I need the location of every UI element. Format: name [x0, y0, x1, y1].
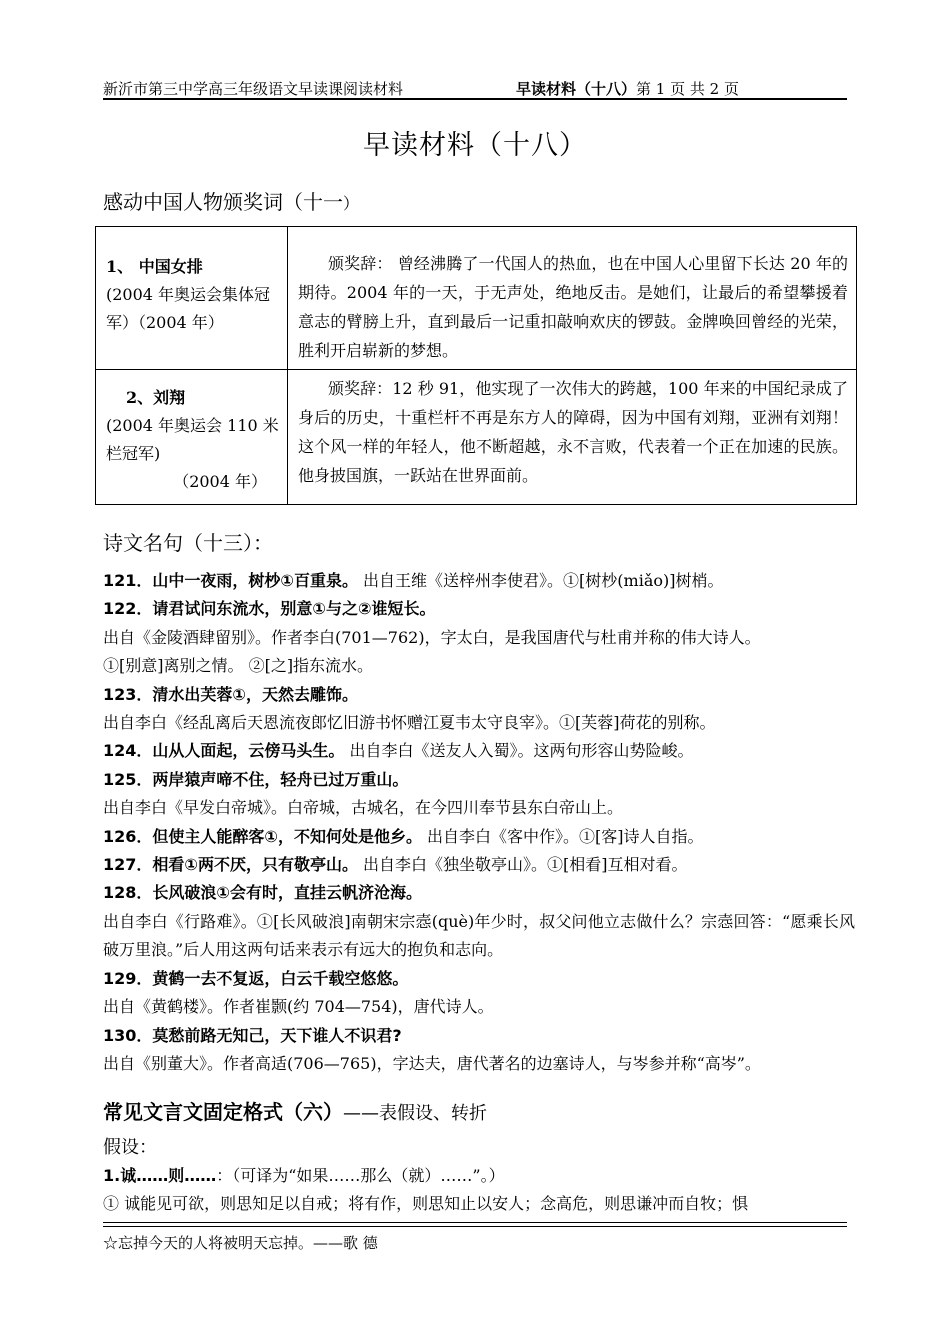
- award-citation-body: [298, 374, 848, 490]
- quote-entry: [103, 624, 855, 652]
- quote-entry: [103, 567, 855, 595]
- section-format-subheading: ——表假设、转折: [343, 1103, 487, 1124]
- format-example: ① 诚能见可欲，则思知足以自戒；将有作，则思知止以安人；念高危，则思谦冲而自牧；惧: [103, 1194, 749, 1213]
- award-citation: [288, 227, 857, 370]
- page-header: [103, 76, 847, 100]
- quote-note: 出自李白《经乱离后天恩流夜郎忆旧游书怀赠江夏韦太守良宰》。①[芙蓉]荷花的别称。: [103, 713, 716, 733]
- quote-entry: [103, 1050, 855, 1078]
- quote-note: 出自王维《送梓州李使君》。①[树杪(miǎo)]树梢。: [357, 571, 724, 590]
- quote-text: 127．相看①两不厌，只有敬亭山。: [103, 855, 358, 875]
- quote-text: 126．但使主人能醉客①，不知何处是他乡。: [103, 826, 422, 846]
- footer-rule: [103, 1222, 847, 1227]
- quote-entry: [103, 908, 855, 965]
- quote-note: 出自《黄鹤楼》。作者崔颢(约 704—754)，唐代诗人。: [103, 997, 494, 1017]
- format-item-pattern: 1.诚……则……: [103, 1166, 217, 1185]
- section-award-heading-text: 感动中国人物颁奖词（十一: [103, 190, 343, 214]
- format-content: [103, 1134, 855, 1218]
- award-person: [96, 370, 288, 505]
- quote-text: 129．黄鹤一去不复返，白云千载空悠悠。: [103, 968, 409, 988]
- quote-list: [103, 567, 855, 1078]
- award-person-name: 1、 中国女排: [106, 257, 203, 276]
- page-title: 早读材料（十八）: [363, 130, 587, 161]
- award-row: [96, 370, 857, 505]
- quote-entry: [103, 823, 855, 851]
- format-label: 假设：: [103, 1137, 157, 1158]
- award-row: [96, 227, 857, 370]
- format-item-note: ：（可译为“如果……那么（就）……”。）: [216, 1166, 505, 1185]
- quote-entry: [103, 595, 855, 623]
- quote-text: 128．长风破浪①会有时，直挂云帆济沧海。: [103, 883, 422, 903]
- award-citation: [288, 370, 857, 505]
- quote-entry: [103, 794, 855, 822]
- quote-entry: [103, 993, 855, 1021]
- quote-note: 出自《别董大》。作者高适(706—765)，字达夫，唐代著名的边塞诗人，与岑参并称“高岑”。: [103, 1053, 761, 1073]
- award-citation-label: 颁奖辞：: [328, 254, 393, 273]
- header-material: 早读材料（十八）: [516, 80, 637, 98]
- section-format-heading-text: 常见文言文固定格式（六）: [103, 1100, 343, 1124]
- quote-entry: [103, 766, 855, 794]
- quote-text: 123．清水出芙蓉①，天然去雕饰。: [103, 684, 358, 704]
- quote-note: 出自李白《独坐敬亭山》。①[相看]互相对看。: [357, 855, 688, 875]
- quote-note: 出自李白《早发白帝城》。白帝城，古城名，在今四川奉节县东白帝山上。: [103, 798, 624, 818]
- quote-entry: [103, 709, 855, 737]
- quote-entry: [103, 737, 855, 765]
- section-award-heading: [103, 186, 359, 215]
- header-school: 新沂市第三中学高三年级语文早读课阅读材料: [103, 80, 404, 98]
- quote-note: 出自李白《行路难》。①[长风破浪]南朝宋宗悫(què)年少时，叔父问他立志做什么？宗悫回答：“愿乘长风破万里浪。”后人用这两句话来表示有远大的抱负和志向。: [103, 911, 855, 960]
- quote-text: 125．两岸猿声啼不住，轻舟已过万重山。: [103, 769, 409, 789]
- quote-entry: [103, 879, 855, 907]
- quote-note: 出自《金陵酒肆留别》。作者李白(701—762)，字太白，是我国唐代与杜甫并称的伟大诗人。: [103, 627, 761, 647]
- section-format-heading: [103, 1096, 487, 1125]
- header-page-number: 第 1 页 共 2 页: [636, 80, 739, 98]
- award-citation-text: 12 秒 91，他实现了一次伟大的跨越，100 年来的中国纪录成了身后的历史，十重栏杆不再是东方人的障碍，因为中国有刘翔，亚洲有刘翔！这个风一样的年轻人，他不断超越，永不言败，代表着一个正在加速的民族。他身披国旗，一跃站在世界面前。: [298, 379, 848, 485]
- award-person-detail: (2004 年奥运会 110 米栏冠军): [106, 416, 279, 463]
- section-quotes-heading: 诗文名句（十三）：: [103, 531, 273, 555]
- quote-entry: [103, 681, 855, 709]
- quote-entry: [103, 965, 855, 993]
- quote-note: ①[别意]离别之情。 ②[之]指东流水。: [103, 656, 374, 676]
- award-citation-label: 颁奖辞：: [328, 379, 393, 398]
- quote-note: 出自李白《送友人入蜀》。这两句形容山势险峻。: [344, 741, 694, 761]
- quote-entry: [103, 652, 855, 680]
- quote-text: 121．山中一夜雨，树杪①百重泉。: [103, 571, 358, 590]
- award-citation-body: [298, 249, 848, 365]
- quote-entry: [103, 851, 855, 879]
- quote-text: 124．山从人面起，云傍马头生。: [103, 741, 345, 761]
- award-person-year: （2004 年）: [173, 472, 267, 491]
- quote-text: 130．莫愁前路无知己，天下谁人不识君?: [103, 1025, 402, 1045]
- award-citation-text: 曾经沸腾了一代国人的热血，也在中国人心里留下长达 20 年的期待。2004 年的一天，于无声处，绝地反击。是她们，让最后的希望攀援着意志的臂膀上升，直到最后一记重扣敲响欢庆的锣鼓。金牌唤回曾经的光荣，胜利开启崭新的梦想。: [298, 254, 848, 360]
- header-page-info: [516, 78, 739, 99]
- award-person-detail: (2004 年奥运会集体冠军）（2004 年）: [106, 285, 271, 332]
- award-person: [96, 227, 288, 370]
- format-item: [103, 1162, 855, 1190]
- footer-motto: ☆忘掉今天的人将被明天忘掉。——歌 德: [103, 1234, 378, 1252]
- quote-text: 122．请君试问东流水，别意①与之②谁短长。: [103, 599, 436, 619]
- section-award-heading-close: ）: [343, 194, 360, 213]
- award-person-name: 2、刘翔: [126, 388, 186, 407]
- award-table: [95, 226, 857, 505]
- quote-entry: [103, 1022, 855, 1050]
- quote-note: 出自李白《客中作》。①[客]诗人自指。: [421, 826, 704, 846]
